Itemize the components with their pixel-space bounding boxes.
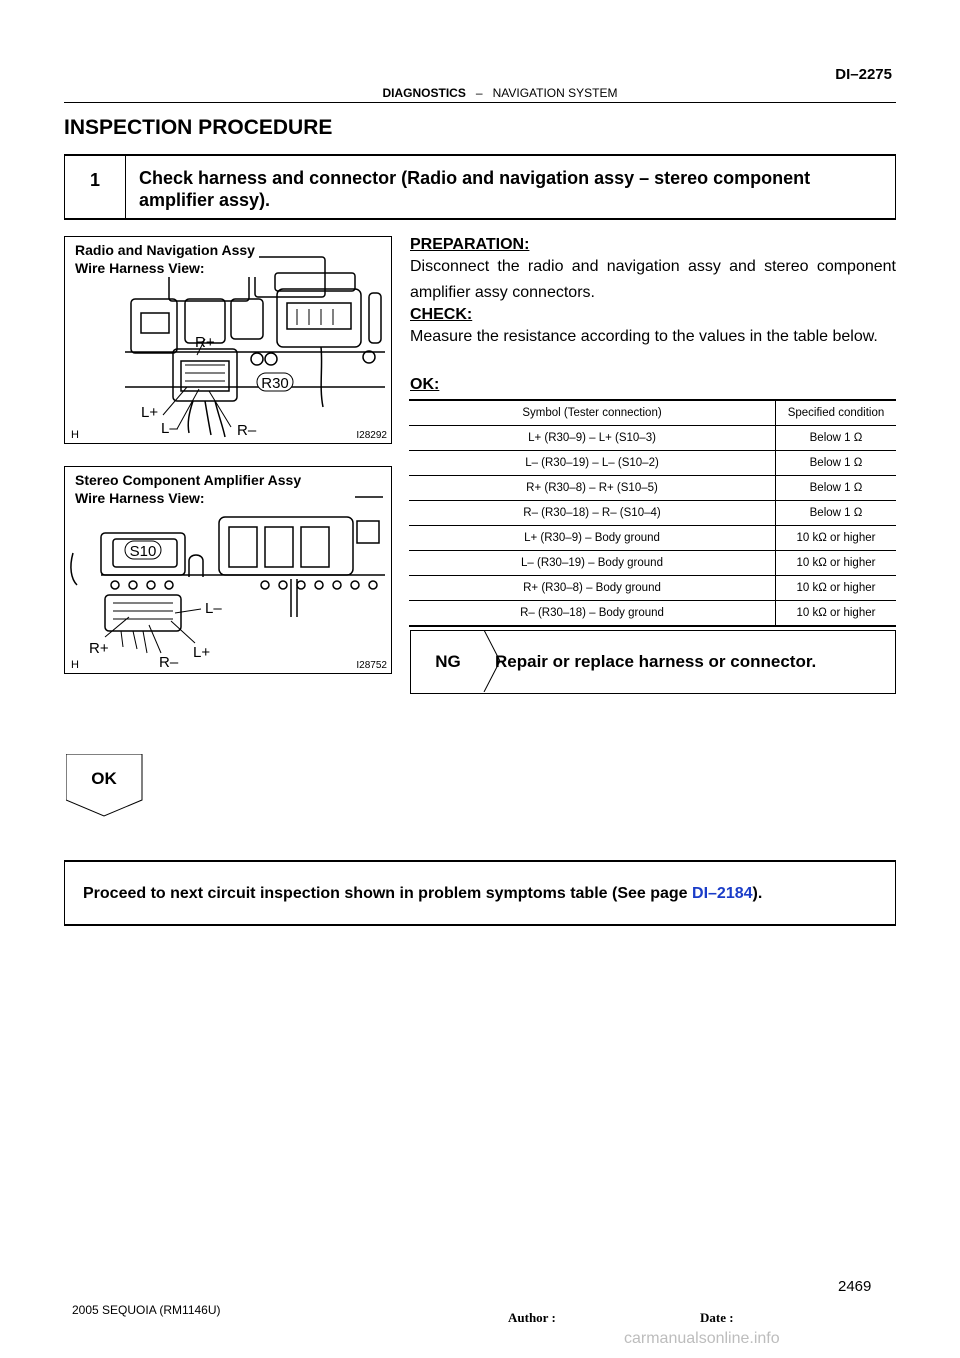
fig1-caption (75, 241, 259, 277)
table-row (409, 551, 896, 576)
table-cell: L– (R30–19) – L– (S10–2) (409, 451, 776, 476)
table-cell: L+ (R30–9) – L+ (S10–3) (409, 426, 776, 451)
final-text (83, 862, 762, 926)
fig1-code: I28292 (356, 430, 387, 441)
table-cell: R– (R30–18) – Body ground (409, 601, 776, 627)
fig1-lminus-label: L– (161, 420, 178, 437)
author-label: Author : (508, 1310, 556, 1325)
table-cell: Below 1 Ω (776, 426, 897, 451)
step-number: 1 (65, 156, 126, 218)
table-row (409, 476, 896, 501)
ng-text: Repair or replace harness or connector. (495, 652, 817, 671)
table-cell: 10 kΩ or higher (776, 601, 897, 627)
table-cell: Below 1 Ω (776, 476, 897, 501)
ok-label: OK (91, 769, 117, 788)
fig1-h-mark: H (71, 429, 79, 441)
table-header-row (409, 400, 896, 426)
fig1-connector-label: R30 (261, 375, 289, 392)
check-text: Measure the resistance according to the values in the table below. (410, 328, 878, 345)
ng-result-box (410, 630, 896, 694)
watermark: carmanualsonline.info (624, 1330, 780, 1347)
table-header-cell: Specified condition (776, 400, 897, 426)
fig2-rminus-label: R– (159, 654, 179, 671)
table-row (409, 501, 896, 526)
fig2-rplus-label: R+ (89, 640, 109, 657)
table-cell: R– (R30–18) – R– (S10–4) (409, 501, 776, 526)
check-heading: CHECK: (410, 306, 473, 323)
table-header-cell: Symbol (Tester connection) (409, 400, 776, 426)
fig2-h-mark: H (71, 659, 79, 671)
fig2-code: I28752 (356, 660, 387, 671)
fig1-rminus-label: R– (237, 422, 257, 439)
fig1-caption-line2: Wire Harness View: (75, 260, 205, 276)
figure-amplifier-harness (64, 466, 392, 674)
fig2-caption-line2: Wire Harness View: (75, 490, 205, 506)
step-text: Check harness and connector (Radio and navigation assy – stereo component amplifier assy). (139, 168, 811, 210)
spec-table (409, 399, 896, 627)
preparation-text: Disconnect the radio and navigation assy and stereo component amplifier assy connectors. (410, 258, 896, 301)
fig2-lplus-label: L+ (193, 644, 211, 661)
header-subsection: NAVIGATION SYSTEM (492, 86, 618, 100)
page-title: INSPECTION PROCEDURE (64, 116, 333, 139)
ok-heading: OK: (410, 376, 440, 393)
figure-radio-nav-harness (64, 236, 392, 444)
fig1-caption-line1: Radio and Navigation Assy (75, 242, 255, 258)
step-box (64, 154, 896, 220)
table-row (409, 426, 896, 451)
ok-pentagon (66, 754, 146, 818)
final-text-after: ). (752, 885, 763, 902)
page-number: 2469 (838, 1278, 872, 1295)
fig2-caption-line1: Stereo Component Amplifier Assy (75, 472, 302, 488)
table-cell: R+ (R30–8) – R+ (S10–5) (409, 476, 776, 501)
table-row (409, 451, 896, 476)
table-cell: L+ (R30–9) – Body ground (409, 526, 776, 551)
table-cell: 10 kΩ or higher (776, 526, 897, 551)
vehicle-footer: 2005 SEQUOIA (RM1146U) (72, 1303, 221, 1317)
fig2-caption (75, 471, 305, 507)
header-section: DIAGNOSTICS (382, 86, 466, 100)
fig1-rplus-label: R+ (195, 334, 215, 351)
header-rule (64, 102, 896, 103)
table-row (409, 576, 896, 601)
running-header (300, 86, 700, 100)
fig2-connector-label: S10 (129, 543, 157, 560)
page-reference-link[interactable]: DI–2184 (692, 885, 753, 902)
fig2-lminus-label: L– (205, 600, 222, 617)
final-step-box (64, 860, 896, 926)
final-text-before: Proceed to next circuit inspection shown in problem symptoms table (See page (83, 885, 693, 902)
preparation-heading: PREPARATION: (410, 236, 530, 253)
table-cell: Below 1 Ω (776, 451, 897, 476)
table-cell: 10 kΩ or higher (776, 576, 897, 601)
table-cell: Below 1 Ω (776, 501, 897, 526)
header-dash: – (475, 86, 483, 100)
date-label: Date : (700, 1310, 734, 1325)
table-cell: 10 kΩ or higher (776, 551, 897, 576)
table-row (409, 526, 896, 551)
ng-label: NG (435, 652, 461, 671)
table-cell: L– (R30–19) – Body ground (409, 551, 776, 576)
table-cell: R+ (R30–8) – Body ground (409, 576, 776, 601)
page-code: DI–2275 (835, 66, 892, 83)
fig1-lplus-label: L+ (141, 404, 159, 421)
ok-branch-shape (66, 754, 146, 823)
table-row (409, 601, 896, 627)
